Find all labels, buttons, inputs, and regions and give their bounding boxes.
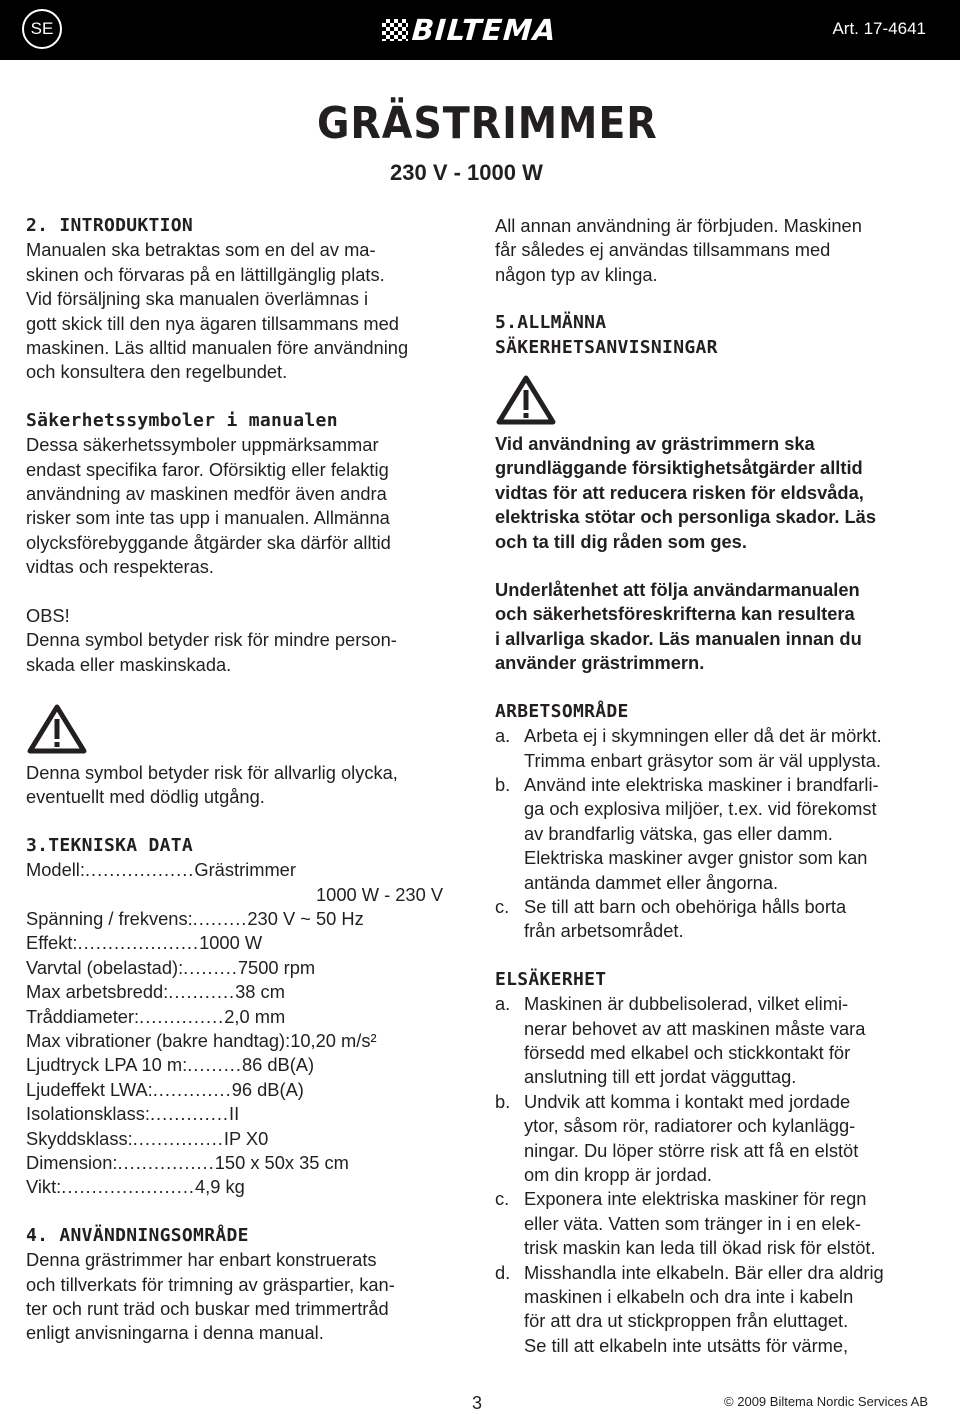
electrical-safety-list <box>495 992 940 1358</box>
text-line: grundläggande försiktighetsåtgärder alltid <box>495 457 863 479</box>
spec-row: Varvtal (obelastad): ......... 7500 rpm <box>26 956 316 978</box>
text-line: Underlåtenhet att följa användarmanualen <box>495 579 860 601</box>
usage-continued <box>495 214 940 287</box>
article-number: Art. 17-4641 <box>832 19 926 38</box>
spec-row: Modell: .................. Grästrimmer <box>26 859 296 881</box>
spec-row: Skyddsklass: ............... IP X0 <box>26 1127 269 1149</box>
text-line: Denna symbol betyder risk för mindre person- <box>26 629 397 651</box>
checker-flag-icon <box>382 19 408 41</box>
electrical-safety-heading: ELSÄKERHET <box>495 968 607 990</box>
text-line: Manualen ska betraktas som en del av ma- <box>26 239 376 261</box>
right-column <box>495 214 940 1358</box>
spec-row: Dimension: ................ 150 x 50x 35 cm <box>26 1152 349 1173</box>
text-line: elektriska stötar och personliga skador. Läs <box>495 506 877 528</box>
text-line: All annan användning är förbjuden. Maskinen <box>495 215 862 236</box>
text-line: får således ej användas tillsammans med <box>495 239 831 261</box>
safety-notice <box>495 432 940 554</box>
text-line: i allvarliga skador. Läs manualen innan du <box>495 627 862 649</box>
text-line: vidtas och respekteras. <box>26 556 214 578</box>
spec-row: Ljudtryck LPA 10 m: ......... 86 dB(A) <box>26 1054 315 1076</box>
spec-row: Tråddiameter: .............. 2,0 mm <box>26 1005 286 1027</box>
spec-row: Max vibrationer (bakre handtag): 10,20 m/s² <box>26 1029 377 1051</box>
list-item: b. Använd inte elektriska maskiner i brandfarli- ga och explosiva miljöer, t.ex. vid förekomst av brandfarlig vätska, gas eller damm. Elektriska maskiner avger gnistor som kan antända dammet eller ångorna. <box>495 773 879 893</box>
usage-text <box>26 1248 466 1346</box>
text-line: gott skick till den nya ägaren tillsammans med <box>26 312 399 334</box>
text-line: ter och runt träd och buskar med trimmertråd <box>26 1298 389 1320</box>
warning-triangle-icon <box>495 374 557 426</box>
text-line: någon typ av klinga. <box>495 263 658 285</box>
text-line: och konsultera den regelbundet. <box>26 361 288 383</box>
list-item: c. Se till att barn och obehöriga hålls borta från arbetsområdet. <box>495 895 847 942</box>
copyright: © 2009 Biltema Nordic Services AB <box>724 1394 928 1409</box>
text-line: Vid försäljning ska manualen överlämnas i <box>26 288 369 310</box>
text-line: endast specifika faror. Oförsiktig eller felaktig <box>26 458 389 480</box>
symbols-heading: Säkerhetssymboler i manualen <box>26 409 338 431</box>
text-line: Vid användning av grästrimmern ska <box>495 433 815 455</box>
text-line: risker som inte tas upp i manualen. Allmänna <box>26 507 390 529</box>
text-line: olycksförebyggande åtgärder ska därför alltid <box>26 531 391 553</box>
text-line: Denna symbol betyder risk för allvarlig olycka, <box>26 761 398 783</box>
warning-triangle-icon <box>26 703 88 755</box>
page-subtitle: 230 V - 1000 W <box>390 160 543 185</box>
list-item: a. Maskinen är dubbelisolerad, vilket elimi- nerar behovet av att maskinen måste vara försedd med elkabel och stickkontakt för anslutning till ett jordat vägguttag. <box>495 993 866 1088</box>
spec-row: Effekt: .................... 1000 W <box>26 932 263 954</box>
text-line: använder grästrimmern. <box>495 652 705 674</box>
text-line: och säkerhetsföreskrifterna kan resultera <box>495 603 855 625</box>
page-number: 3 <box>472 1393 483 1413</box>
text-line: skada eller maskinskada. <box>26 653 232 675</box>
text-line: användning av maskinen medför även andra <box>26 483 387 505</box>
tech-heading: 3.TEKNISKA DATA <box>26 834 194 856</box>
header-bar <box>0 0 960 60</box>
safety-notice-2 <box>495 578 940 676</box>
text-line: skinen och förvaras på en lättillgänglig plats. <box>26 263 385 285</box>
symbols-text <box>26 433 466 579</box>
text-line: vidtas för att reducera risken för eldsvåda, <box>495 481 864 503</box>
list-item: a. Arbeta ej i skymningen eller då det är mörkt. Trimma enbart gräsytor som är väl upplysta. <box>495 725 882 771</box>
spec-row: Max arbetsbredd: ........... 38 cm <box>26 981 285 1003</box>
text-line: och tillverkats för trimning av gräspartier, kan- <box>26 1273 395 1295</box>
work-area-heading: ARBETSOMRÅDE <box>495 700 629 722</box>
list-item: b. Undvik att komma i kontakt med jordade ytor, såsom rör, radiatorer och kylanlägg- ningar. Du löper större risk att få en elstöt om din kropp är jordad. <box>495 1090 859 1185</box>
spec-row: Isolationsklass: ............. II <box>26 1103 240 1125</box>
text-line: Dessa säkerhetssymboler uppmärksammar <box>26 434 379 456</box>
spec-table <box>26 858 466 1200</box>
safety-heading: 5.ALLMÄNNA <box>495 312 607 334</box>
spec-row: Spänning / frekvens: ......... 230 V ~ 50 Hz <box>26 907 364 929</box>
intro-text <box>26 238 466 384</box>
text-line: eventuellt med dödlig utgång. <box>26 786 265 808</box>
logo-text: BILTEMA <box>410 13 558 47</box>
work-area-list <box>495 724 940 944</box>
text-line: maskinen. Läs alltid manualen före användning <box>26 337 409 359</box>
biltema-logo <box>382 14 556 46</box>
spec-row: Vikt: ...................... 4,9 kg <box>26 1176 245 1198</box>
list-item: d. Misshandla inte elkabeln. Bär eller dra aldrig maskinen i elkabeln och dra inte i kabeln för att dra ut stickproppen från eluttaget. Se till att elkabeln inte utsätts för värme, <box>495 1261 884 1356</box>
usage-heading: 4. ANVÄNDNINGSOMRÅDE <box>26 1224 249 1246</box>
left-column <box>26 214 466 1346</box>
spec-row: Ljudeffekt LWA: ............. 96 dB(A) <box>26 1078 304 1100</box>
list-item: c. Exponera inte elektriska maskiner för regn eller väta. Vatten som tränger in i en elek- trisk maskin kan leda till ökad risk för elstöt. <box>495 1188 876 1259</box>
safety-heading-line-2: SÄKERHETSANVISNINGAR <box>495 336 718 358</box>
page-title: GRÄSTRIMMER <box>317 98 658 149</box>
text-line: enligt anvisningarna i denna manual. <box>26 1322 324 1344</box>
text-line: och ta till dig råden som ges. <box>495 530 747 552</box>
language-badge: SE <box>22 9 62 49</box>
intro-heading: 2. INTRODUKTION <box>26 215 194 236</box>
obs-label: OBS! <box>26 604 70 626</box>
spec-row: 1000 W - 230 V <box>316 883 444 905</box>
text-line: Denna grästrimmer har enbart konstruerats <box>26 1249 377 1271</box>
